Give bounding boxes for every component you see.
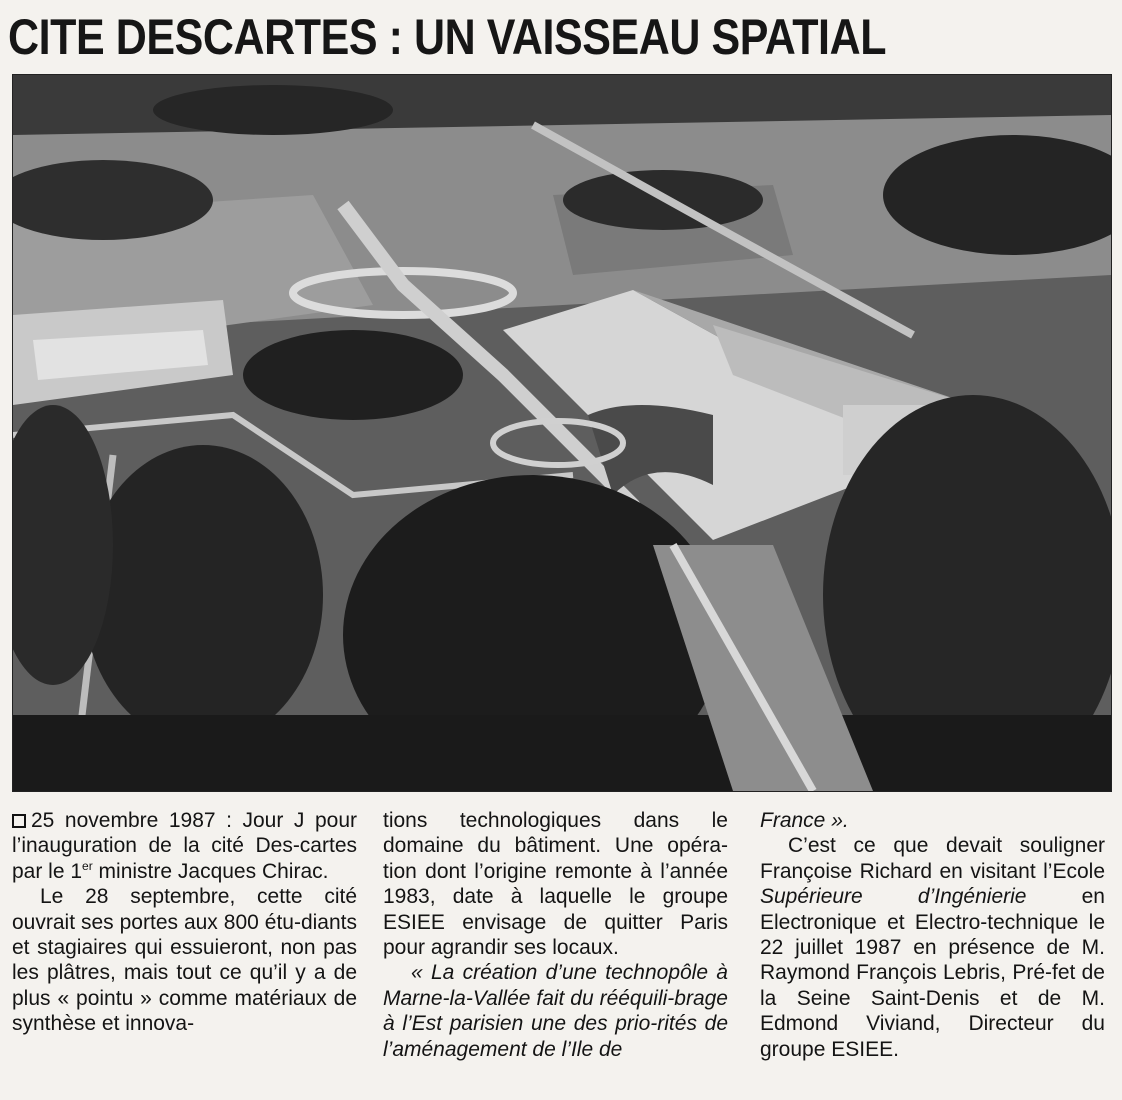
quote-text: « La création d’une technopôle à Marne-la-Vallée fait du rééquili-brage à l’Est parisien une des prio-rités de l’aménagement de l’Ile de	[383, 961, 728, 1061]
visit-text-b: en Electronique et Electro-technique le 22 juillet 1987 en présence de M. Raymond François Lebris, Pré-fet de la Seine Saint-Denis et de M. Edmond Viviand, Directeur du groupe ESIEE.	[760, 885, 1105, 1061]
aerial-photo-illustration	[13, 75, 1111, 791]
lead-text-end: ministre Jacques Chirac.	[92, 859, 329, 883]
visit-text-a: C’est ce que devait souligner Françoise Richard en visitant l’Ecole	[760, 834, 1105, 883]
article-column-2	[383, 808, 728, 1098]
visit-text-italic: Supérieure d’Ingénierie	[760, 885, 1027, 909]
bullet-box-icon	[12, 814, 26, 828]
headline: CITE DESCARTES : UN VAISSEAU SPATIAL	[8, 9, 887, 65]
aerial-photograph	[12, 74, 1112, 792]
paragraph-visit	[760, 833, 1105, 1062]
paragraph-2: Le 28 septembre, cette cité ouvrait ses portes aux 800 étu-diants et stagiaires qui essuieront, non pas les plâtres, mais tout ce qu’il y a de plus « pointu » comme matériaux de synthèse et innova-	[12, 885, 357, 1036]
quote-paragraph	[383, 960, 728, 1062]
article-column-1	[12, 808, 357, 1098]
quote-end	[760, 808, 1105, 833]
article-column-3	[760, 808, 1105, 1098]
quote-end-text: France ».	[760, 809, 849, 832]
lead-text: 25 novembre 1987 : Jour J pour l’inauguration de la cité Des-cartes par le 1	[12, 809, 357, 883]
superscript-er: er	[82, 858, 93, 873]
paragraph-continued: tions technologiques dans le domaine du bâtiment. Une opéra-tion dont l’origine remonte à l’année 1983, date à laquelle le groupe ESIEE envisage de quitter Paris pour agrandir ses locaux.	[383, 809, 728, 960]
lead-paragraph	[12, 808, 357, 884]
